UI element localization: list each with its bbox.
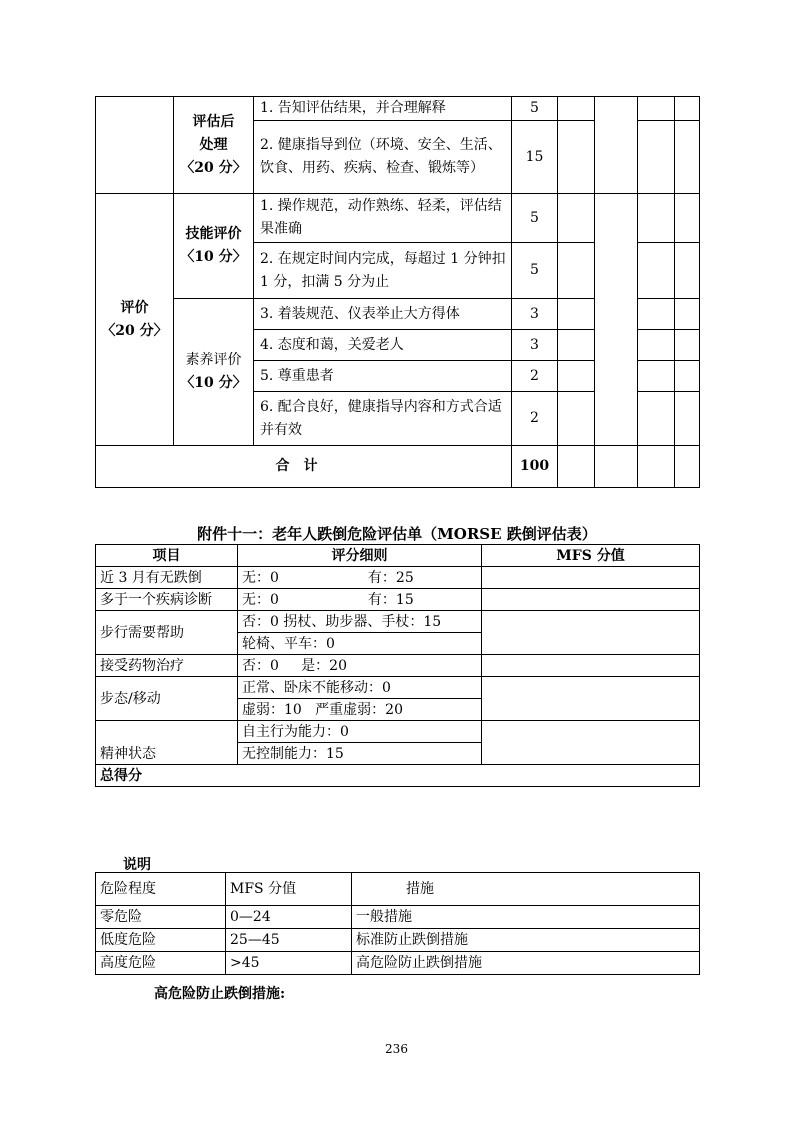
table-row: [96, 589, 700, 611]
empty-score-cell: [638, 299, 675, 330]
table-header-row: [96, 545, 700, 567]
empty-score-cell: [638, 446, 675, 488]
empty-score-cell: [675, 121, 700, 194]
empty-score-cell: [638, 392, 675, 446]
post-assessment-category: 评估后 处理 〈20 分〉: [174, 97, 254, 194]
criterion-score: 15: [512, 121, 558, 194]
empty-score-cell: [675, 330, 700, 361]
criterion-score: 2: [512, 392, 558, 446]
table-header-row: [96, 873, 700, 906]
empty-score-cell: [558, 243, 595, 299]
row-item: 多于一个疾病诊断: [96, 589, 238, 611]
criterion-score: 3: [512, 299, 558, 330]
empty-score-cell: [638, 121, 675, 194]
empty-score-cell: [675, 299, 700, 330]
empty-score-cell: [595, 446, 638, 488]
criterion-text: 1. 告知评估结果，并合理解释: [254, 97, 512, 121]
empty-score-cell: [558, 97, 595, 121]
blank-cell: [96, 97, 174, 194]
criterion-text: 6. 配合良好，健康指导内容和方式合适并有效: [254, 392, 512, 446]
total-score-label: 总得分: [96, 765, 700, 787]
row-item: 接受药物治疗: [96, 655, 238, 677]
explanation-label: 说明: [123, 857, 151, 873]
total-value: 100: [512, 446, 558, 488]
total-label: 合计: [96, 446, 512, 488]
criterion-text: 5. 尊重患者: [254, 361, 512, 392]
evaluation-category: 评价 〈20 分〉: [96, 194, 174, 446]
header-mfs: MFS 分值: [482, 545, 700, 567]
table-row: [96, 567, 700, 589]
criterion-score: 5: [512, 97, 558, 121]
risk-measure: 一般措施: [352, 906, 700, 929]
header-item: 项目: [96, 545, 238, 567]
criterion-text: 2. 在规定时间内完成，每超过 1 分钟扣 1 分，扣满 5 分为止: [254, 243, 512, 299]
row-item: 步行需要帮助: [96, 611, 238, 655]
empty-score-cell: [558, 121, 595, 194]
criterion-score: 2: [512, 361, 558, 392]
empty-score-cell: [675, 361, 700, 392]
empty-score-cell: [638, 330, 675, 361]
annex-title: 附件十一：老年人跌倒危险评估单（MORSE 跌倒评估表）: [197, 525, 597, 543]
criterion-text: 2. 健康指导到位（环境、安全、生活、饮食、用药、疾病、检查、锻炼等）: [254, 121, 512, 194]
criterion-text: 4. 态度和蔼，关爱老人: [254, 330, 512, 361]
risk-mfs: 25—45: [226, 929, 352, 952]
empty-score-cell: [675, 446, 700, 488]
row-detail: 正常、卧床不能移动：0: [238, 677, 482, 699]
criterion-score: 5: [512, 243, 558, 299]
empty-score-cell: [558, 392, 595, 446]
risk-mfs: >45: [226, 952, 352, 975]
risk-level: 零危险: [96, 906, 226, 929]
row-item: 步态/移动: [96, 677, 238, 721]
empty-score-cell: [638, 243, 675, 299]
empty-score-cell: [675, 97, 700, 121]
risk-level-table: [95, 872, 700, 975]
row-detail: 轮椅、平车：0: [238, 633, 482, 655]
table-row: [96, 611, 700, 633]
row-item: 近 3 月有无跌倒: [96, 567, 238, 589]
row-detail: 无控制能力：15: [238, 743, 482, 765]
mfs-score-cell: [482, 677, 700, 721]
page-number: 236: [385, 1042, 408, 1056]
row-detail: 虚弱：10 严重虚弱：20: [238, 699, 482, 721]
empty-score-cell: [558, 361, 595, 392]
empty-score-cell: [675, 194, 700, 243]
header-measure: 措施: [352, 873, 700, 906]
table-row-total: [96, 446, 700, 488]
high-risk-measures-label: 高危险防止跌倒措施:: [154, 986, 286, 1002]
risk-level: 高度危险: [96, 952, 226, 975]
row-detail: 否：0 是：20: [238, 655, 482, 677]
table-row-total: [96, 765, 700, 787]
criterion-score: 3: [512, 330, 558, 361]
header-detail: 评分细则: [238, 545, 482, 567]
table-row: [96, 906, 700, 929]
table-row: [96, 655, 700, 677]
empty-score-cell: [638, 194, 675, 243]
row-detail: 无：0 有：25: [238, 567, 482, 589]
risk-mfs: 0—24: [226, 906, 352, 929]
skill-category: 技能评价 〈10 分〉: [174, 194, 254, 299]
mfs-score-cell: [482, 721, 700, 765]
criterion-text: 3. 着装规范、仪表举止大方得体: [254, 299, 512, 330]
empty-score-cell: [675, 392, 700, 446]
row-detail: 自主行为能力：0: [238, 721, 482, 743]
mfs-score-cell: [482, 589, 700, 611]
table-row: [96, 194, 700, 243]
table-row: [96, 721, 700, 743]
table-row: [96, 929, 700, 952]
risk-measure: 高危险防止跌倒措施: [352, 952, 700, 975]
risk-measure: 标准防止跌倒措施: [352, 929, 700, 952]
empty-score-cell: [638, 361, 675, 392]
empty-score-cell: [558, 330, 595, 361]
table-row: [96, 97, 700, 121]
header-mfs: MFS 分值: [226, 873, 352, 906]
criterion-text: 1. 操作规范，动作熟练、轻柔，评估结果准确: [254, 194, 512, 243]
empty-score-cell: [595, 97, 638, 194]
empty-score-cell: [558, 299, 595, 330]
table-row: [96, 952, 700, 975]
mfs-score-cell: [482, 567, 700, 589]
mfs-score-cell: [482, 611, 700, 655]
risk-level: 低度危险: [96, 929, 226, 952]
scoring-table: [95, 96, 700, 488]
row-detail: 无：0 有：15: [238, 589, 482, 611]
criterion-score: 5: [512, 194, 558, 243]
row-item: 精神状态: [96, 721, 238, 765]
mfs-score-cell: [482, 655, 700, 677]
morse-fall-table: [95, 544, 700, 787]
empty-score-cell: [675, 243, 700, 299]
empty-score-cell: [595, 194, 638, 446]
quality-category: 素养评价 〈10 分〉: [174, 299, 254, 446]
table-row: [96, 677, 700, 699]
row-detail: 否：0 拐杖、助步器、手杖：15: [238, 611, 482, 633]
header-level: 危险程度: [96, 873, 226, 906]
empty-score-cell: [558, 194, 595, 243]
empty-score-cell: [638, 97, 675, 121]
empty-score-cell: [558, 446, 595, 488]
